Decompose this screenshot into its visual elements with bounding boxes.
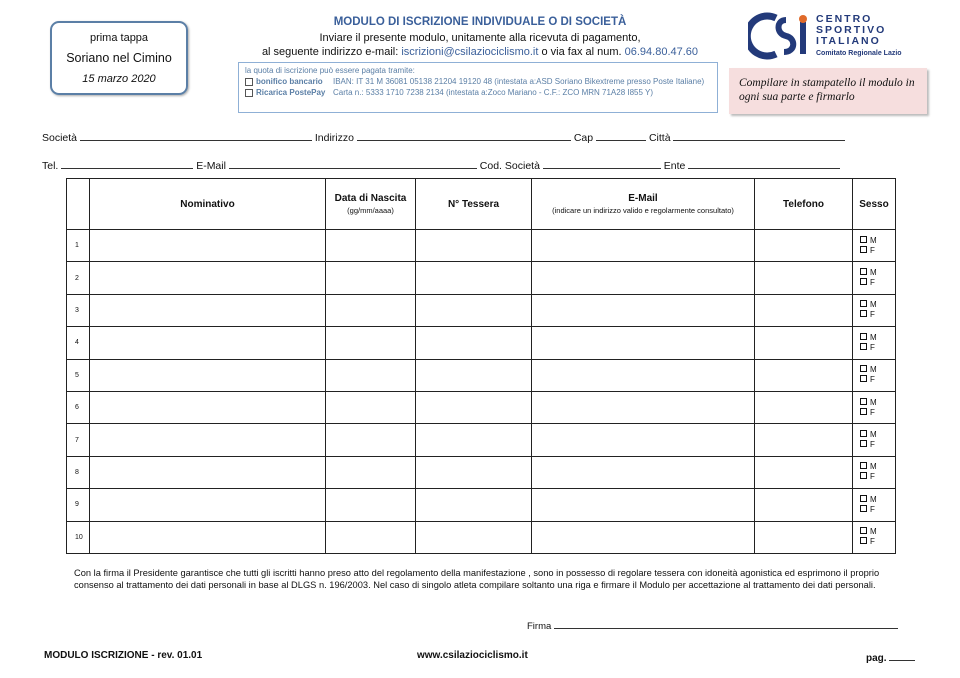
bank-checkbox[interactable]	[245, 78, 253, 86]
sesso-cell: M F	[853, 391, 896, 423]
row-number: 5	[67, 359, 90, 391]
male-checkbox[interactable]	[860, 300, 867, 307]
tessera-cell[interactable]	[416, 230, 532, 262]
row-number: 1	[67, 230, 90, 262]
nominativo-cell[interactable]	[90, 424, 326, 456]
male-checkbox[interactable]	[860, 398, 867, 405]
stage-date: 15 marzo 2020	[82, 73, 156, 85]
row-number: 4	[67, 327, 90, 359]
header-contact: al seguente indirizzo e-mail: iscrizioni@csilaziociclismo.it o via fax al num. 06.94.80.47.60	[261, 46, 699, 58]
nominativo-cell[interactable]	[90, 327, 326, 359]
nominativo-cell[interactable]	[90, 521, 326, 553]
table-row	[67, 489, 896, 521]
telefono-cell[interactable]	[755, 262, 853, 294]
sesso-cell: M F	[853, 489, 896, 521]
indirizzo-field[interactable]	[357, 130, 571, 141]
nominativo-cell[interactable]	[90, 230, 326, 262]
nascita-cell[interactable]	[326, 456, 416, 488]
row-number: 2	[67, 262, 90, 294]
male-checkbox[interactable]	[860, 495, 867, 502]
col-nascita: Data di Nascita (gg/mm/aaaa)	[326, 179, 416, 230]
table-row	[67, 262, 896, 294]
nominativo-cell[interactable]	[90, 456, 326, 488]
bank-details: IBAN: IT 31 M 36081 05138 21204 19120 48 (intestata a:ASD Soriano Bikextreme presso Poste Italiane)	[333, 77, 705, 86]
tel-field[interactable]	[61, 158, 193, 169]
header-instructions: Inviare il presente modulo, unitamente alla ricevuta di pagamento,	[319, 32, 641, 44]
sesso-cell: M F	[853, 359, 896, 391]
table-row	[67, 359, 896, 391]
nascita-cell[interactable]	[326, 521, 416, 553]
col-nominativo: Nominativo	[90, 179, 326, 230]
tessera-cell[interactable]	[416, 294, 532, 326]
telefono-cell[interactable]	[755, 230, 853, 262]
row-number: 10	[67, 521, 90, 553]
form-revision: MODULO ISCRIZIONE - rev. 01.01	[44, 650, 203, 661]
email-cell[interactable]	[532, 424, 755, 456]
sesso-cell: M F	[853, 230, 896, 262]
female-checkbox[interactable]	[860, 505, 867, 512]
tessera-cell[interactable]	[416, 391, 532, 423]
female-checkbox[interactable]	[860, 440, 867, 447]
table-row	[67, 391, 896, 423]
sesso-cell: M F	[853, 424, 896, 456]
col-telefono: Telefono	[755, 179, 853, 230]
male-checkbox[interactable]	[860, 236, 867, 243]
row-number: 3	[67, 294, 90, 326]
tessera-cell[interactable]	[416, 262, 532, 294]
email-cell[interactable]	[532, 230, 755, 262]
payment-postepay: Ricarica PostePay Carta n.: 5333 1710 7238 2134 (intestata a:Zoco Mariano - C.F.: ZCO MRN 71A28 I855 Y)	[245, 87, 711, 98]
col-sesso: Sesso	[853, 179, 896, 230]
table-row	[67, 424, 896, 456]
form-line-2: Tel. E-Mail Cod. Società Ente	[42, 158, 840, 172]
form-line-1: Società Indirizzo Cap Città	[42, 130, 845, 144]
female-checkbox[interactable]	[860, 375, 867, 382]
nascita-cell[interactable]	[326, 489, 416, 521]
payment-intro: la quota di iscrizione può essere pagata tramite:	[245, 66, 415, 75]
tessera-cell[interactable]	[416, 327, 532, 359]
male-checkbox[interactable]	[860, 527, 867, 534]
female-checkbox[interactable]	[860, 310, 867, 317]
stage-box	[50, 21, 188, 95]
nominativo-cell[interactable]	[90, 294, 326, 326]
nascita-cell[interactable]	[326, 424, 416, 456]
tessera-cell[interactable]	[416, 424, 532, 456]
nascita-cell[interactable]	[326, 262, 416, 294]
row-number: 7	[67, 424, 90, 456]
instruction-note: Compilare in stampatello il modulo in ogni sua parte e firmarlo	[729, 68, 927, 114]
page-number: pag.	[866, 650, 915, 664]
male-checkbox[interactable]	[860, 365, 867, 372]
csi-logo: CENTRO SPORTIVO ITALIANO Comitato Regionale Lazio	[748, 12, 908, 62]
telefono-cell[interactable]	[755, 391, 853, 423]
row-number: 6	[67, 391, 90, 423]
telefono-cell[interactable]	[755, 327, 853, 359]
consent-text: Con la firma il Presidente garantisce che tutti gli iscritti hanno preso atto del regolamento della manifestazione , sono in possesso di regolare tessera con idoneità agonistica ed esprimono il proprio consenso al trattamento dei dati personali in base al DLGS n. 196/2003. Nel caso di singolo atleta compilare soltanto una riga e firmare il Modulo per accettazione al trattamento dei dati personali.	[74, 568, 880, 590]
email-cell[interactable]	[532, 456, 755, 488]
payment-bank: bonifico bancario IBAN: IT 31 M 36081 05138 21204 19120 48 (intestata a:ASD Soriano Bikextreme presso Poste Italiane)	[245, 76, 711, 87]
nascita-cell[interactable]	[326, 294, 416, 326]
table-row	[67, 456, 896, 488]
csi-emblem-icon	[748, 12, 814, 60]
email-cell[interactable]	[532, 294, 755, 326]
email-cell[interactable]	[532, 262, 755, 294]
female-checkbox[interactable]	[860, 343, 867, 350]
row-number: 9	[67, 489, 90, 521]
stage-label: prima tappa	[89, 32, 149, 44]
female-checkbox[interactable]	[860, 246, 867, 253]
sesso-cell: M F	[853, 262, 896, 294]
nominativo-cell[interactable]	[90, 391, 326, 423]
male-checkbox[interactable]	[860, 268, 867, 275]
male-checkbox[interactable]	[860, 333, 867, 340]
nominativo-cell[interactable]	[90, 262, 326, 294]
ente-field[interactable]	[688, 158, 840, 169]
female-checkbox[interactable]	[860, 537, 867, 544]
email-cell[interactable]	[532, 391, 755, 423]
female-checkbox[interactable]	[860, 278, 867, 285]
signature-line: Firma	[527, 618, 898, 632]
societa-field[interactable]	[80, 130, 312, 141]
sesso-cell: M F	[853, 521, 896, 553]
email-cell[interactable]	[532, 521, 755, 553]
telefono-cell[interactable]	[755, 424, 853, 456]
postepay-details: Carta n.: 5333 1710 7238 2134 (intestata a:Zoco Mariano - C.F.: ZCO MRN 71A28 I855 Y)	[333, 88, 654, 97]
tessera-cell[interactable]	[416, 489, 532, 521]
nascita-cell[interactable]	[326, 359, 416, 391]
table-row	[67, 327, 896, 359]
table-header-row	[67, 179, 896, 230]
email-cell[interactable]	[532, 359, 755, 391]
nascita-cell[interactable]	[326, 230, 416, 262]
tessera-cell[interactable]	[416, 359, 532, 391]
nascita-cell[interactable]	[326, 391, 416, 423]
table-row	[67, 521, 896, 553]
nascita-cell[interactable]	[326, 327, 416, 359]
telefono-cell[interactable]	[755, 521, 853, 553]
sesso-cell: M F	[853, 294, 896, 326]
website-link[interactable]: www.csilaziociclismo.it	[417, 650, 528, 661]
citta-field[interactable]	[673, 130, 845, 141]
stage-location: Soriano nel Cimino	[66, 51, 172, 65]
sesso-cell: M F	[853, 327, 896, 359]
email-cell[interactable]	[532, 489, 755, 521]
email-field[interactable]	[229, 158, 477, 169]
email-cell[interactable]	[532, 327, 755, 359]
telefono-cell[interactable]	[755, 489, 853, 521]
payment-box	[238, 62, 718, 113]
postepay-checkbox[interactable]	[245, 89, 253, 97]
tessera-cell[interactable]	[416, 456, 532, 488]
nominativo-cell[interactable]	[90, 359, 326, 391]
tessera-cell[interactable]	[416, 521, 532, 553]
signature-field[interactable]	[554, 618, 898, 629]
telefono-cell[interactable]	[755, 294, 853, 326]
email-link[interactable]: iscrizioni@csilaziociclismo.it	[401, 46, 539, 58]
female-checkbox[interactable]	[860, 408, 867, 415]
male-checkbox[interactable]	[860, 462, 867, 469]
row-number: 8	[67, 456, 90, 488]
female-checkbox[interactable]	[860, 472, 867, 479]
male-checkbox[interactable]	[860, 430, 867, 437]
form-header	[220, 15, 740, 59]
table-row	[67, 294, 896, 326]
col-email: E-Mail (indicare un indirizzo valido e regolarmente consultato)	[532, 179, 755, 230]
telefono-cell[interactable]	[755, 456, 853, 488]
registration-table	[66, 178, 896, 554]
nominativo-cell[interactable]	[90, 489, 326, 521]
sesso-cell: M F	[853, 456, 896, 488]
fax-number: 06.94.80.47.60	[624, 46, 699, 58]
cod-societa-field[interactable]	[543, 158, 661, 169]
telefono-cell[interactable]	[755, 359, 853, 391]
form-title: MODULO DI ISCRIZIONE INDIVIDUALE O DI SOCIETÀ	[333, 16, 627, 28]
table-row	[67, 230, 896, 262]
col-tessera: N° Tessera	[416, 179, 532, 230]
cap-field[interactable]	[596, 130, 646, 141]
